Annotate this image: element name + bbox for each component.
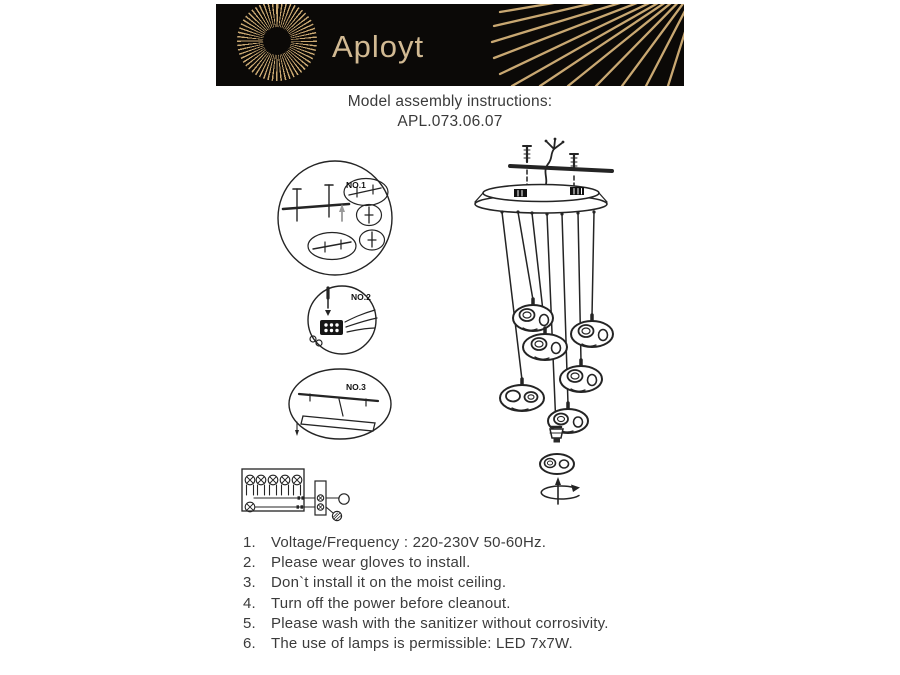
pendant-shade <box>513 299 553 331</box>
pendant-shade <box>523 328 567 360</box>
pendant-shade <box>500 379 544 411</box>
mounting-bracket-drawing <box>283 185 349 221</box>
detail-insets <box>308 179 388 260</box>
brand-name: Aployt <box>332 29 425 64</box>
instruction-list <box>243 533 609 654</box>
rotation-arrow-icon <box>541 477 580 504</box>
bracket-and-canopy-drawing <box>295 394 378 436</box>
item-text: Voltage/Frequency : 220-230V 50-60Hz. <box>271 534 547 551</box>
lamp-symbol <box>326 494 349 504</box>
step3-label: NO.3 <box>346 382 366 392</box>
wiring-diagram <box>236 455 356 525</box>
instruction-item <box>243 594 609 614</box>
instruction-item <box>243 573 609 593</box>
item-number: 4. <box>243 594 256 612</box>
wiring-lines <box>254 496 315 508</box>
item-number: 2. <box>243 554 256 572</box>
item-text: Don`t install it on the moist ceiling. <box>271 574 507 592</box>
terminal-block-drawing <box>320 320 343 335</box>
item-number: 3. <box>243 574 256 592</box>
instruction-item <box>243 553 609 573</box>
title-block <box>0 93 900 131</box>
up-arrow-icon <box>339 204 345 221</box>
instruction-item <box>243 533 609 553</box>
page-title: Model assembly instructions: <box>347 93 553 110</box>
ray-fan-icon <box>454 4 684 86</box>
item-text: Turn off the power before cleanout. <box>271 594 511 612</box>
model-number: APL.073.06.07 <box>397 113 503 130</box>
sunburst-logo-icon <box>237 4 317 81</box>
item-text: The use of lamps is permissible: LED 7x7W. <box>271 635 573 653</box>
step1-label: NO.1 <box>346 180 366 190</box>
item-number: 6. <box>243 635 256 653</box>
item-number: 1. <box>243 534 256 551</box>
detached-shade <box>540 454 574 474</box>
brand-banner <box>216 4 684 86</box>
connector-block <box>315 481 326 515</box>
ground-symbol <box>326 507 342 521</box>
ceiling-canopy <box>475 185 607 216</box>
screw-terminals <box>245 475 302 512</box>
wire-connector <box>545 138 565 188</box>
step2-diagram <box>301 282 385 356</box>
lamp-socket <box>550 427 563 443</box>
item-text: Please wear gloves to install. <box>271 554 471 572</box>
screwdriver-icon <box>325 288 331 316</box>
item-text: Please wash with the sanitizer without corrosivity. <box>271 614 609 632</box>
step1-diagram <box>269 157 403 281</box>
lamp-assembly-illustration <box>450 136 665 516</box>
step3-diagram <box>286 364 396 444</box>
instruction-item <box>243 614 609 634</box>
item-number: 5. <box>243 614 256 632</box>
step1-circle <box>278 161 392 275</box>
pendant-shade <box>571 315 613 347</box>
instruction-item <box>243 634 609 654</box>
step2-label: NO.2 <box>351 292 371 302</box>
